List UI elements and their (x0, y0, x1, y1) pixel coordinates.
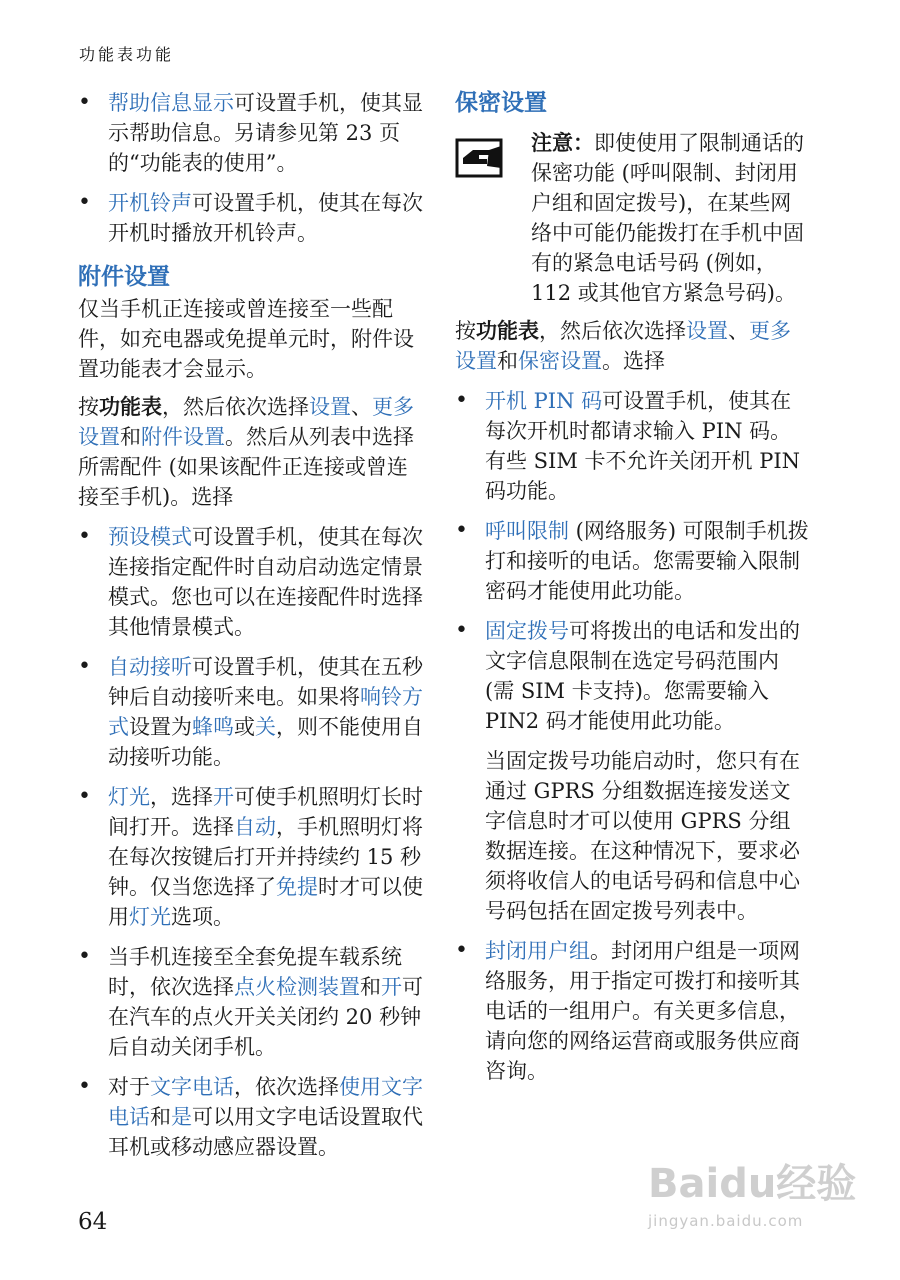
menu-term: 蜂鸣 (192, 715, 234, 739)
menu-term: 更多设置 (455, 319, 791, 373)
list-item (455, 516, 810, 606)
list-item (455, 936, 810, 1086)
bold-term: 功能表 (99, 394, 162, 419)
text-run: 。选择 (602, 349, 665, 373)
text-run: 和 (497, 349, 518, 373)
text-run: ，然后依次选择 (539, 319, 686, 343)
right-column (455, 88, 810, 1086)
page-number: 64 (78, 1209, 108, 1235)
left-column (78, 88, 428, 1162)
menu-term: 点火检测装置 (234, 975, 360, 999)
menu-term: 呼叫限制 (485, 519, 569, 543)
text-run: ，则不能使用自动接听功能。 (108, 715, 423, 769)
section-title-accessory: 附件设置 (78, 264, 170, 290)
menu-term: 附件设置 (141, 425, 225, 449)
accessory-menu-path (78, 392, 428, 512)
security-menu-path (455, 316, 810, 376)
menu-term: 设置 (309, 395, 351, 419)
menu-term: 保密设置 (518, 349, 602, 373)
baidu-watermark (648, 1160, 856, 1230)
text-run: 按 (455, 319, 476, 343)
text-run: 和 (120, 425, 141, 449)
text-run: 对于 (108, 1075, 150, 1099)
text-run: 设置为 (129, 715, 192, 739)
menu-term: 文字电话 (150, 1075, 234, 1099)
list-item (78, 88, 428, 178)
note-block (455, 128, 810, 308)
text-run: 按 (78, 395, 99, 419)
text-run: 时才可以使用 (108, 875, 423, 929)
menu-term: 帮助信息显示 (108, 91, 234, 115)
list-item (78, 782, 428, 932)
menu-term: 灯光 (108, 785, 150, 809)
text-run: 或 (234, 715, 255, 739)
text-run: 、 (728, 319, 749, 343)
text-run: 可设置手机，使其在每次连接指定配件时自动启动选定情景模式。您也可以在连接配件时选择其他情景模式。 (108, 525, 423, 639)
bold-term: 功能表 (476, 318, 539, 343)
menu-term: 开机铃声 (108, 191, 192, 215)
bold-term: 注意： (531, 130, 594, 155)
text-run: ，然后依次选择 (162, 395, 309, 419)
text-run: 选项。 (171, 905, 234, 929)
menu-term: 开 (213, 785, 234, 809)
text-run: 可设置手机，使其显示帮助信息。另请参见第 23 页的“功能表的使用”。 (108, 91, 423, 175)
menu-term: 是 (171, 1105, 192, 1129)
watermark-logo: Baidu经验 (648, 1161, 857, 1207)
list-item (78, 188, 428, 248)
menu-term: 设置 (686, 319, 728, 343)
menu-term: 关 (255, 715, 276, 739)
menu-term: 开 (381, 975, 402, 999)
menu-term: 自动接听 (108, 655, 192, 679)
text-run: 。然后从列表中选择所需配件 (如果该配件正连接或曾连接至手机)。选择 (78, 425, 414, 509)
list-item (78, 652, 428, 772)
menu-term: 自动 (234, 815, 276, 839)
menu-term: 封闭用户组 (485, 939, 590, 963)
text-run: 和 (360, 975, 381, 999)
text-run: 可设置手机，使其在每次开机时都请求输入 PIN 码。有些 SIM 卡不允许关闭开机 PIN 码功能。 (485, 389, 801, 503)
accessory-intro: 仅当手机正连接或曾连接至一些配件，如充电器或免提单元时，附件设置功能表才会显示。 (78, 297, 414, 381)
text-run: 、 (351, 395, 372, 419)
accessory-bullet-list (78, 522, 428, 1162)
note-hand-icon (455, 138, 505, 180)
list-item (78, 942, 428, 1062)
text-run: 可使手机照明灯长时间打开。选择 (108, 785, 423, 839)
running-header: 功能表功能 (79, 45, 175, 64)
text-run: 可将拨出的电话和发出的文字信息限制在选定号码范围内 (需 SIM 卡支持)。您需要输入 PIN2 码才能使用此功能。 (485, 619, 800, 733)
list-item (455, 616, 810, 926)
text-run: (网络服务) 可限制手机拨打和接听的电话。您需要输入限制密码才能使用此功能。 (485, 519, 809, 603)
text-run: 即使使用了限制通话的保密功能 (呼叫限制、封闭用户组和固定拨号)，在某些网络中可能仍能拨打在手机中固有的紧急电话号码 (例如，112 或其他官方紧急号码)。 (531, 131, 804, 305)
text-run: ，依次选择 (234, 1075, 339, 1099)
menu-term: 响铃方式 (108, 685, 423, 739)
fixed-dialing-extra: 当固定拨号功能启动时，您只有在通过 GPRS 分组数据连接发送文字信息时才可以使用 GPRS 分组数据连接。在这种情况下，要求必须将收信人的电话号码和信息中心号码包括在固定拨号列表中。 (485, 749, 800, 923)
text-run: 当手机连接至全套免提车载系统时，依次选择 (108, 945, 402, 999)
text-run: 和 (150, 1105, 171, 1129)
security-bullet-list (455, 386, 810, 1086)
menu-term: 更多设置 (78, 395, 414, 449)
section-title-security: 保密设置 (455, 90, 547, 116)
text-run: 可以用文字电话设置取代耳机或移动感应器设置。 (108, 1105, 423, 1159)
menu-term: 开机 PIN 码 (485, 389, 603, 413)
top-bullet-list (78, 88, 428, 248)
menu-term: 免提 (276, 875, 318, 899)
watermark-url: jingyan.baidu.com (648, 1212, 804, 1230)
text-run: 可在汽车的点火开关关闭约 20 秒钟后自动关闭手机。 (108, 975, 423, 1059)
text-run: 可设置手机，使其在五秒钟后自动接听来电。如果将 (108, 655, 423, 709)
menu-term: 固定拨号 (485, 619, 569, 643)
list-item (78, 1072, 428, 1162)
menu-term: 灯光 (129, 905, 171, 929)
menu-term: 使用文字电话 (108, 1075, 423, 1129)
text-run: ，选择 (150, 785, 213, 809)
note-text (531, 128, 810, 308)
text-run: ，手机照明灯将在每次按键后打开并持续约 15 秒钟。仅当您选择了 (108, 815, 423, 899)
menu-term: 预设模式 (108, 525, 192, 549)
text-run: 可设置手机，使其在每次开机时播放开机铃声。 (108, 191, 423, 245)
text-run: 。封闭用户组是一项网络服务，用于指定可拨打和接听其电话的一组用户。有关更多信息，请向您的网络运营商或服务供应商咨询。 (485, 939, 800, 1083)
list-item (78, 522, 428, 642)
list-item (455, 386, 810, 506)
